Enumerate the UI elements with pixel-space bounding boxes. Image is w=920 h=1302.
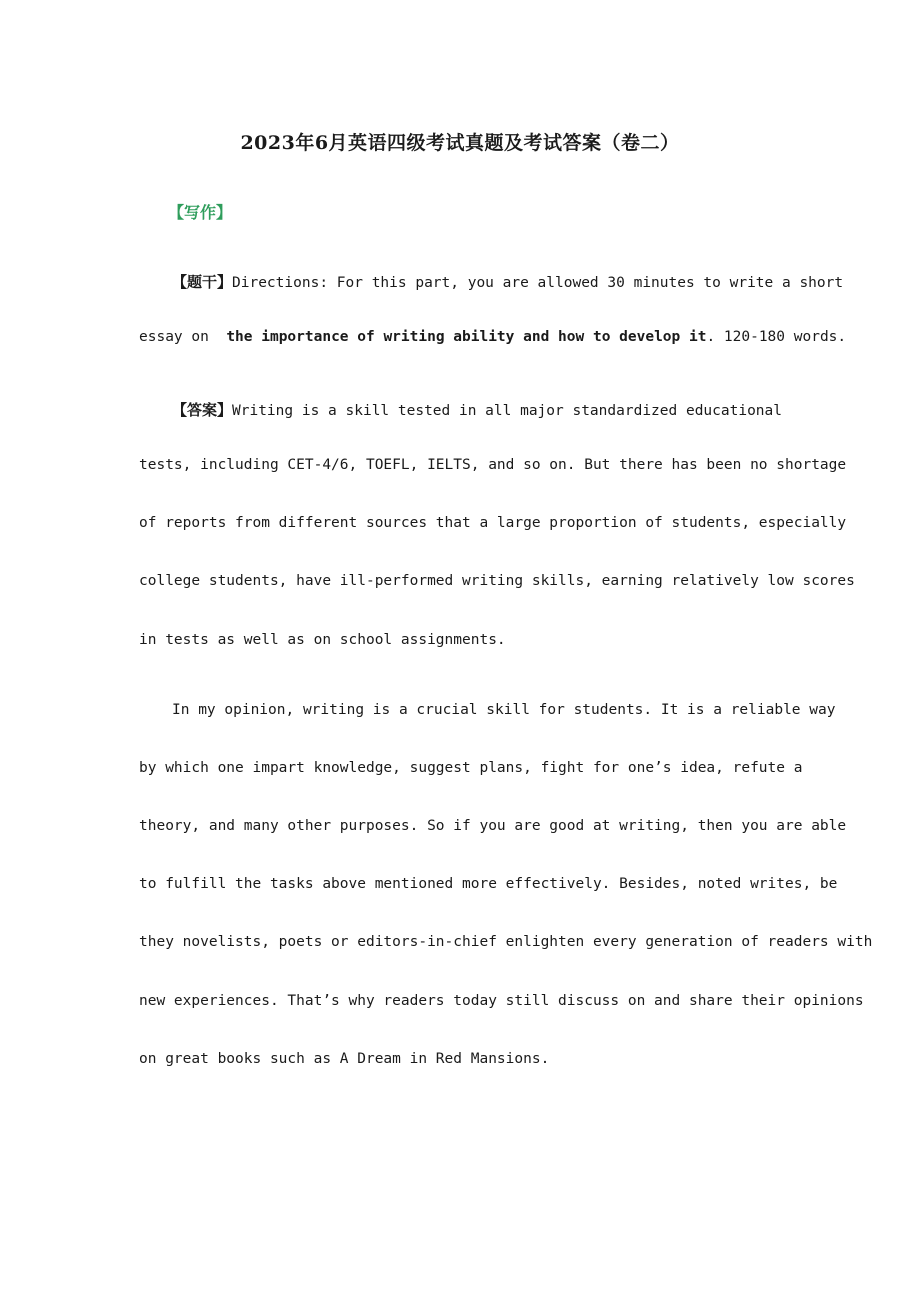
answer-p2-line-2: by which one impart knowledge, suggest plans, fight for one’s idea, refute a — [139, 760, 803, 776]
prompt-text-2-suffix: . 120-180 words. — [706, 329, 847, 345]
answer-line-1 — [172, 399, 782, 420]
answer-p1-text-1: Writing is a skill tested in all major standardized educational — [232, 403, 782, 419]
prompt-line-1 — [172, 271, 843, 292]
page-title: 2023年6月英语四级考试真题及考试答案（卷二） — [240, 132, 680, 154]
prompt-label: 【题干】 — [172, 273, 233, 291]
section-heading-writing: 【写作】 — [168, 203, 233, 222]
prompt-topic: the importance of writing ability and how to develop it — [226, 329, 707, 345]
prompt-text-1: Directions: For this part, you are allowed 30 minutes to write a short — [232, 275, 844, 291]
answer-p2-line-7: on great books such as A Dream in Red Mansions. — [139, 1051, 550, 1067]
answer-p1-line-4: college students, have ill-performed writing skills, earning relatively low scores — [139, 573, 855, 589]
answer-p2-line-4: to fulfill the tasks above mentioned more effectively. Besides, noted writes, be — [139, 876, 838, 892]
prompt-line-2 — [139, 329, 846, 345]
prompt-text-2-prefix: essay on — [139, 329, 227, 345]
answer-p1-line-3: of reports from different sources that a large proportion of students, especially — [139, 515, 847, 531]
answer-p2-line-5: they novelists, poets or editors-in-chief enlighten every generation of readers with — [139, 934, 873, 950]
answer-p2-line-1: In my opinion, writing is a crucial skill for students. It is a reliable way — [172, 702, 836, 718]
answer-p2-line-3: theory, and many other purposes. So if you are good at writing, then you are able — [139, 818, 847, 834]
answer-p2-line-6: new experiences. That’s why readers today still discuss on and share their opinions — [139, 993, 864, 1009]
answer-label: 【答案】 — [172, 401, 233, 419]
answer-p1-line-2: tests, including CET-4/6, TOEFL, IELTS, and so on. But there has been no shortage — [139, 457, 847, 473]
answer-p1-line-5: in tests as well as on school assignments. — [139, 632, 506, 648]
